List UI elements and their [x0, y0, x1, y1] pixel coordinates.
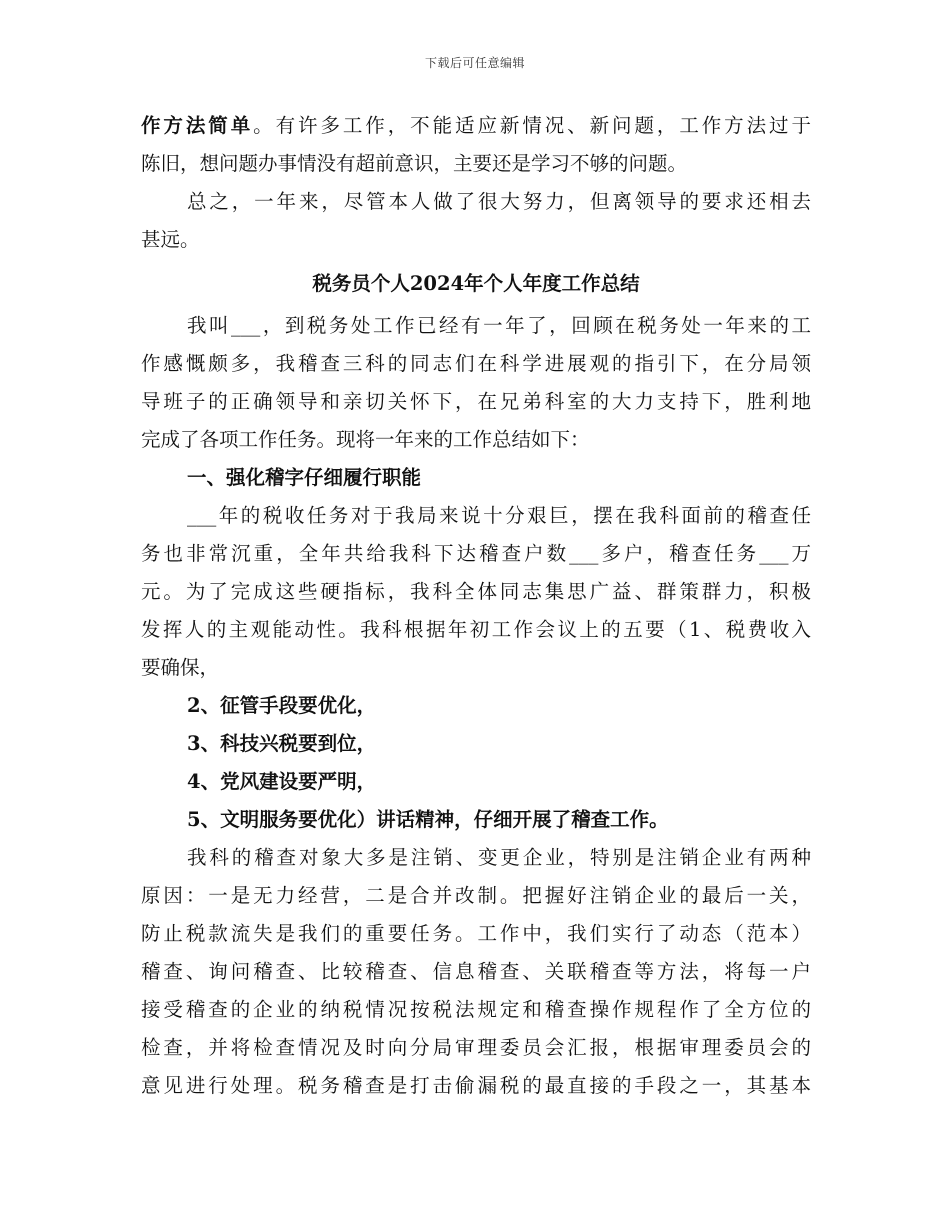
paragraph-line: 稽查、询问稽查、比较稽查、信息稽查、关联稽查等方法，将每一户: [141, 960, 811, 983]
paragraph-line: 意见进行处理。税务稽查是打击偷漏税的最直接的手段之一，其基本: [141, 1074, 811, 1097]
list-item: 5、文明服务要优化）讲话精神，仔细开展了稽查工作。: [187, 808, 669, 831]
paragraph-line: 导班子的正确领导和亲切关怀下，在兄弟科室的大力支持下，胜利地: [141, 390, 811, 413]
bold-phrase: 作方法简单: [141, 114, 254, 137]
paragraph-line: 元。为了完成这些硬指标，我科全体同志集思广益、群策群力，积极: [141, 580, 811, 603]
paragraph-line: 检查，并将检查情况及时向分局审理委员会汇报，根据审理委员会的: [141, 1036, 811, 1059]
paragraph-line: ___年的税收任务对于我局来说十分艰巨，摆在我科面前的稽查任: [187, 504, 811, 527]
paragraph-line: 我叫___，到税务处工作已经有一年了，回顾在税务处一年来的工: [187, 314, 811, 337]
page-header: 下载后可任意编辑: [424, 56, 525, 70]
paragraph-line: 要确保，: [141, 656, 220, 679]
paragraph-line: 防止税款流失是我们的重要任务。工作中，我们实行了动态（范本）: [141, 922, 811, 945]
document-title: 税务员个人2024年个人年度工作总结: [312, 272, 640, 295]
paragraph-line: 作感慨颇多，我稽查三科的同志们在科学进展观的指引下，在分局领: [141, 352, 811, 375]
paragraph-line: [141, 107, 811, 145]
paragraph-line: 发挥人的主观能动性。我科根据年初工作会议上的五要（1、税费收入: [141, 618, 811, 641]
text-run: 。有许多工作，不能适应新情况、新问题，工作方法过于: [253, 114, 811, 137]
list-item: 2、征管手段要优化，: [187, 694, 377, 717]
paragraph-line: 陈旧，想问题办事情没有超前意识，主要还是学习不够的问题。: [141, 152, 688, 175]
list-item: 3、科技兴税要到位，: [187, 732, 377, 755]
paragraph-line: 总之，一年来，尽管本人做了很大努力，但离领导的要求还相去: [187, 190, 811, 213]
paragraph-line: 务也非常沉重，全年共给我科下达稽查户数___多户，稽查任务___万: [141, 542, 811, 565]
paragraph-line: 甚远。: [141, 228, 200, 251]
list-item: 4、党风建设要严明，: [187, 770, 377, 793]
paragraph-line: 原因：一是无力经营，二是合并改制。把握好注销企业的最后一关，: [141, 884, 811, 907]
section-heading: 一、强化稽字仔细履行职能: [187, 466, 422, 489]
document-body: [141, 107, 811, 1105]
paragraph-line: 完成了各项工作任务。现将一年来的工作总结如下：: [141, 428, 590, 451]
paragraph-line: 接受稽查的企业的纳税情况按税法规定和稽查操作规程作了全方位的: [141, 998, 811, 1021]
paragraph-line: 我科的稽查对象大多是注销、变更企业，特别是注销企业有两种: [187, 846, 811, 869]
